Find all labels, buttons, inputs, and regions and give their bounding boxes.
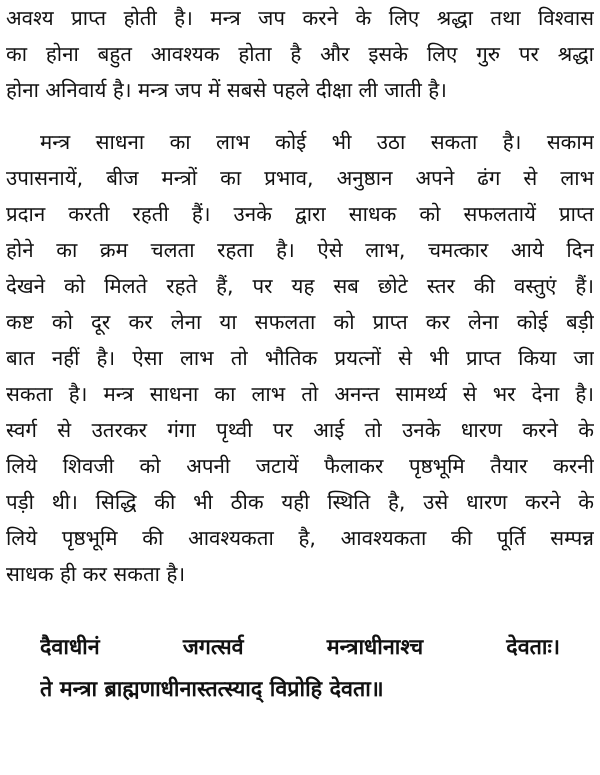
verse-line-1: दैवाधीनं जगत्सर्व मन्त्राधीनाश्च देवताः। bbox=[40, 635, 560, 660]
paragraph-2-line-2: उपासनायें, बीज मन्त्रों का प्रभाव, अनुष्ठान अपने ढंग से लाभ bbox=[6, 166, 594, 190]
paragraph-2-line-12: लिये पृष्ठभूमि की आवश्यकता है, आवश्यकता की पूर्ति सम्पन्न bbox=[6, 526, 594, 550]
verse-line-2: ते मन्त्रा ब्राह्मणाधीनास्तत्स्याद् विप्रोहि देवता॥ bbox=[40, 677, 384, 702]
paragraph-1-line-3: होना अनिवार्य है। मन्त्र जप में सबसे पहले दीक्षा ली जाती है। bbox=[6, 78, 447, 102]
paragraph-2-line-6: कष्ट को दूर कर लेना या सफलता को प्राप्त कर लेना कोई बड़ी bbox=[6, 310, 594, 334]
paragraph-2-line-11: पड़ी थी। सिद्धि की भी ठीक यही स्थिति है, उसे धारण करने के bbox=[6, 490, 594, 514]
paragraph-2-line-3: प्रदान करती रहती हैं। उनके द्वारा साधक को सफलतायें प्राप्त bbox=[6, 202, 594, 226]
paragraph-1-line-2: का होना बहुत आवश्यक होता है और इसके लिए गुरु पर श्रद्धा bbox=[6, 42, 594, 66]
paragraph-2-line-1: मन्त्र साधना का लाभ कोई भी उठा सकता है। सकाम bbox=[40, 130, 594, 154]
paragraph-2-line-7: बात नहीं है। ऐसा लाभ तो भौतिक प्रयत्नों से भी प्राप्त किया जा bbox=[6, 346, 594, 370]
paragraph-2-line-4: होने का क्रम चलता रहता है। ऐसे लाभ, चमत्कार आये दिन bbox=[6, 238, 594, 262]
paragraph-2-line-9: स्वर्ग से उतरकर गंगा पृथ्वी पर आई तो उनके धारण करने के bbox=[6, 418, 594, 442]
paragraph-2-line-8: सकता है। मन्त्र साधना का लाभ तो अनन्त सामर्थ्य से भर देना है। bbox=[6, 382, 594, 406]
paragraph-2-line-10: लिये शिवजी को अपनी जटायें फैलाकर पृष्ठभूमि तैयार करनी bbox=[6, 454, 594, 478]
paragraph-2-line-5: देखने को मिलते रहते हैं, पर यह सब छोटे स्तर की वस्तुएं हैं। bbox=[6, 274, 594, 298]
paragraph-2-line-13: साधक ही कर सकता है। bbox=[6, 562, 186, 586]
paragraph-1-line-1: अवश्य प्राप्त होती है। मन्त्र जप करने के लिए श्रद्धा तथा विश्वास bbox=[6, 6, 594, 30]
